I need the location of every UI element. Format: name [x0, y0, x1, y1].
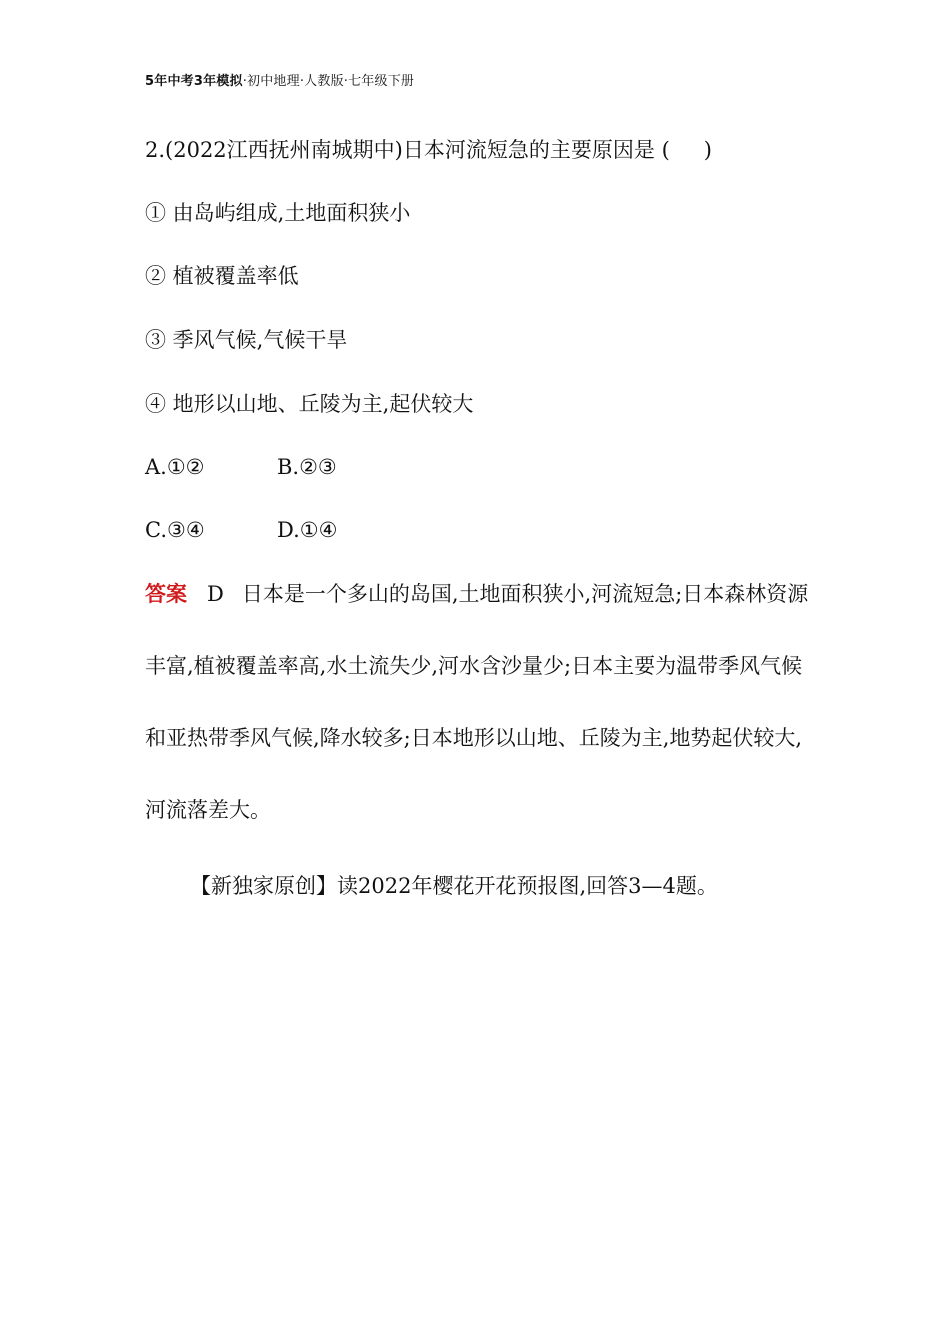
answer-letter: D	[207, 582, 224, 606]
answer-explanation: 日本是一个多山的岛国,土地面积狭小,河流短急;日本森林资源丰富,植被覆盖率高,水土流失少,河水含沙量少;日本主要为温带季风气候和亚热带季风气候,降水较多;日本地形以山地、丘陵为主,地势起伏较大,河流落差大。	[145, 582, 809, 822]
choices-row-2	[145, 520, 337, 541]
answer-label: 答案	[145, 582, 187, 606]
choice-d: D.①④	[277, 518, 338, 542]
choice-b: B.②③	[277, 455, 337, 479]
option-item-3: ③ 季风气候,气候干旱	[145, 328, 348, 352]
next-section-intro: 【新独家原创】读2022年樱花开花预报图,回答3—4题。	[190, 874, 718, 898]
answer-paren-close: )	[703, 138, 712, 162]
choices-row-1	[145, 457, 337, 478]
page-header	[145, 70, 414, 89]
choice-a: A.①②	[145, 455, 205, 479]
question-stem: 日本河流短急的主要原因是	[402, 138, 655, 162]
choice-c: C.③④	[145, 518, 205, 542]
option-item-2: ② 植被覆盖率低	[145, 264, 299, 288]
question-number-source: 2.(2022江西抚州南城期中)	[145, 138, 403, 162]
answer-paren-open: (	[661, 138, 670, 162]
option-item-4: ④ 地形以山地、丘陵为主,起伏较大	[145, 392, 474, 416]
header-subtitle: ·初中地理·人教版·七年级下册	[242, 74, 415, 89]
answer-block	[145, 558, 815, 846]
question-title	[145, 140, 712, 161]
header-series: 5年中考3年模拟	[145, 74, 243, 89]
option-item-1: ① 由岛屿组成,土地面积狭小	[145, 201, 411, 225]
